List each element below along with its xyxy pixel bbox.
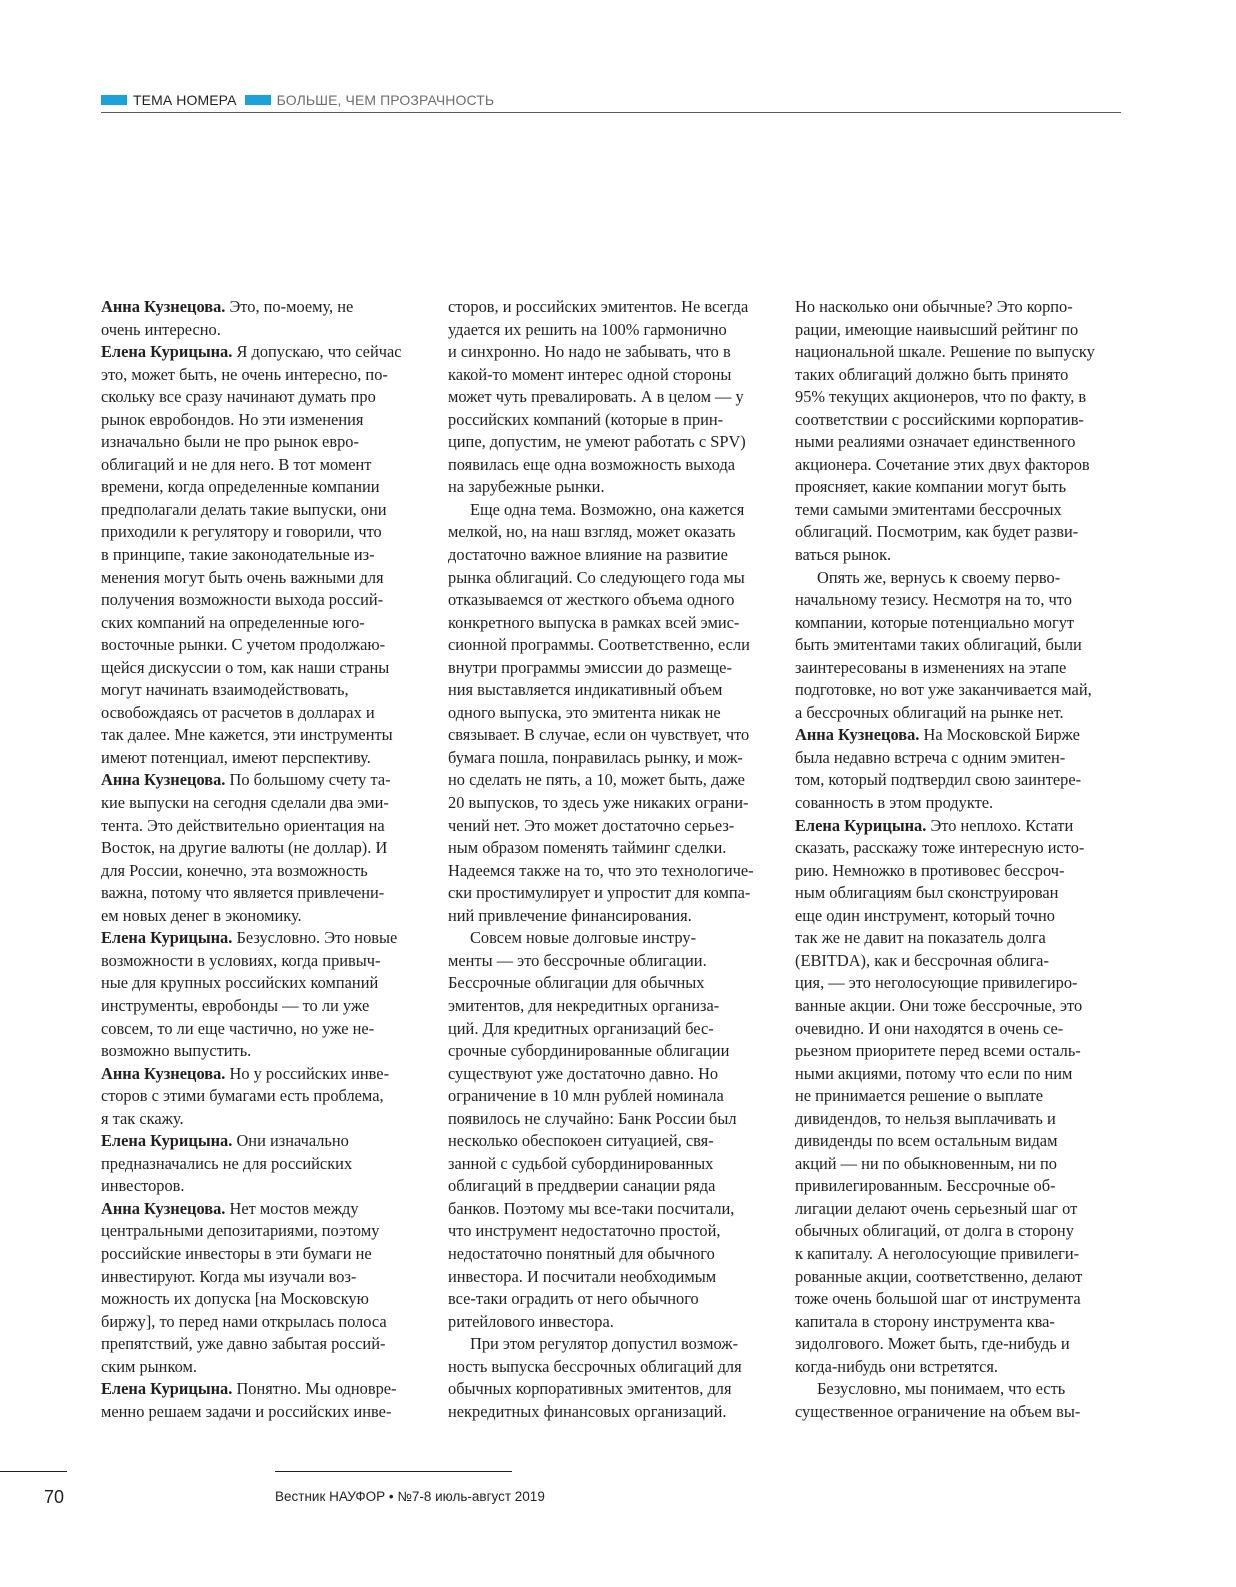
text-line: несколько обеспокоен ситуацией, свя- (448, 1131, 714, 1151)
paragraph (101, 341, 429, 769)
text-line: акционера. Сочетание этих двух факторов (795, 454, 1090, 474)
text-line: ными реалиями означает единственного (795, 432, 1076, 452)
section-marker-icon (101, 95, 127, 105)
text-line: так же не давит на показатель долга (795, 928, 1046, 948)
text-line: Восток, на другие валюты (не доллар). И (101, 838, 388, 858)
text-line: Надеемся также на то, что это технологиче- (448, 860, 754, 880)
text-line: появилось не случайно: Банк России был (448, 1108, 737, 1128)
text-line: обычных корпоративных эмитентов, для (448, 1379, 732, 1399)
paragraph (448, 499, 776, 927)
text-line: достаточно важное влияние на развитие (448, 545, 728, 565)
text-line: связывает. В случае, если он чувствует, что (448, 725, 750, 745)
speaker-name: Анна Кузнецова. (101, 1198, 226, 1218)
speaker-name: Елена Курицына. (101, 1379, 233, 1399)
text-line: отказываемся от жесткого объема одного (448, 590, 735, 610)
paragraph (795, 724, 1123, 814)
text-line: удается их решить на 100% гармонично (448, 319, 727, 339)
paragraph (101, 927, 429, 1062)
text-line: Это неплохо. Кстати (930, 815, 1074, 835)
text-line: тента. Это действительно ориентация на (101, 815, 385, 835)
text-line: ния выставляется индикативный объем (448, 680, 723, 700)
topic-label: БОЛЬШЕ, ЧЕМ ПРОЗРАЧНОСТЬ (276, 92, 495, 109)
text-line: компании, которые потенциально могут (795, 612, 1075, 632)
text-line: Опять же, вернусь к своему перво- (817, 567, 1061, 587)
speaker-name: Елена Курицына. (795, 815, 927, 835)
text-line: изначально были не про рынок евро- (101, 432, 359, 452)
text-line: облигаций и не для него. В тот момент (101, 454, 372, 474)
text-line: менения могут быть очень важными для (101, 567, 384, 587)
text-line: тоже очень большой шаг от инструмента (795, 1289, 1081, 1309)
text-line: сованность в этом продукте. (795, 793, 994, 813)
text-line: эмитентов, для некредитных организа- (448, 995, 720, 1015)
text-line: а бессрочных облигаций на рынке нет. (795, 702, 1064, 722)
text-line: все-таки оградить от него обычного (448, 1289, 699, 1309)
text-line: ность выпуска бессрочных облигаций для (448, 1356, 742, 1376)
paragraph (101, 769, 429, 927)
text-line: ванные акции. Они тоже бессрочные, это (795, 995, 1083, 1015)
paragraph (448, 1333, 776, 1423)
text-line: сказать, расскажу тоже интересную исто- (795, 838, 1085, 858)
text-line: привилегированным. Бессрочные об- (795, 1176, 1056, 1196)
text-line: сионной программы. Соответственно, если (448, 635, 750, 655)
text-line: рьезном приоритете перед всеми осталь- (795, 1041, 1081, 1061)
text-line: сторов с этими бумагами есть проблема, (101, 1086, 384, 1106)
text-line: что инструмент недостаточно простой, (448, 1221, 721, 1241)
text-line: начальному тезису. Несмотря на то, что (795, 590, 1072, 610)
text-line: таких облигаций должно быть принято (795, 364, 1069, 384)
text-line: Безусловно. Это новые (236, 928, 398, 948)
text-line: Я допускаю, что сейчас (236, 342, 402, 362)
text-line: облигаций. Посмотрим, как будет разви- (795, 522, 1079, 542)
text-line: национальной шкале. Решение по выпуску (795, 342, 1095, 362)
text-line: приходили к регулятору и говорили, что (101, 522, 382, 542)
text-line: При этом регулятор допустил возмож- (470, 1334, 739, 1354)
paragraph (795, 815, 1123, 1379)
section-label: ТЕМА НОМЕРА (133, 92, 237, 109)
text-line: ограничение в 10 млн рублей номинала (448, 1086, 724, 1106)
speaker-name: Елена Курицына. (101, 928, 233, 948)
text-line: очень интересно. (101, 319, 221, 339)
text-line: рованные акции, соответственно, делают (795, 1266, 1083, 1286)
text-line: была недавно встреча с одним эмитен- (795, 747, 1066, 767)
text-line: банков. Поэтому мы все-таки посчитали, (448, 1198, 735, 1218)
text-line: ски простимулирует и упростит для компа- (448, 883, 751, 903)
text-line: проясняет, какие компании могут быть (795, 477, 1067, 497)
text-line: ваться рынок. (795, 545, 892, 565)
text-line: облигаций в преддверии санации ряда (448, 1176, 716, 1196)
text-line: существенное ограничение на объем вы- (795, 1401, 1081, 1421)
text-line: Еще одна тема. Возможно, она кажется (470, 499, 745, 519)
text-line: я так скажу. (101, 1108, 184, 1128)
text-line: Они изначально (236, 1131, 349, 1151)
text-line: на зарубежные рынки. (448, 477, 605, 497)
text-line: инвесторов. (101, 1176, 185, 1196)
text-line: российских компаний (которые в прин- (448, 409, 724, 429)
text-line: центральными депозитариями, поэтому (101, 1221, 380, 1241)
text-line: срочные субординированные облигации (448, 1041, 730, 1061)
text-line: ные для крупных российских компаний (101, 973, 379, 993)
text-line: капитала в сторону инструмента ква- (795, 1311, 1055, 1331)
text-line: внутри программы эмиссии до размеще- (448, 657, 732, 677)
text-line: рынка облигаций. Со следующего года мы (448, 567, 745, 587)
text-line: появилась еще одна возможность выхода (448, 454, 736, 474)
journal-issue: Вестник НАУФОР • №7-8 июль-август 2019 (275, 1489, 545, 1504)
text-line: к капиталу. А неголосующие привилеги- (795, 1243, 1080, 1263)
speaker-name: Анна Кузнецова. (101, 297, 226, 316)
text-line: ских компаний на определенные юго- (101, 612, 365, 632)
speaker-name: Анна Кузнецова. (795, 725, 920, 745)
paragraph (101, 1130, 429, 1198)
text-line: Безусловно, мы понимаем, что есть (817, 1379, 1066, 1399)
paragraph (101, 296, 429, 341)
paragraph (795, 296, 1123, 567)
paragraph (448, 927, 776, 1333)
text-line: так далее. Мне кажется, эти инструменты (101, 725, 393, 745)
paragraph (101, 1198, 429, 1378)
text-line: кие выпуски на сегодня сделали два эми- (101, 793, 389, 813)
text-line: рынок евробондов. Но эти изменения (101, 409, 364, 429)
paragraph (101, 1378, 429, 1423)
text-line: Бессрочные облигации для обычных (448, 973, 705, 993)
text-line: зидолгового. Может быть, где-нибудь и (795, 1334, 1070, 1354)
text-line: препятствий, уже давно забытая россий- (101, 1334, 386, 1354)
text-line: конкретного выпуска в рамках всей эмис- (448, 612, 740, 632)
text-line: предполагали делать такие выпуски, они (101, 499, 387, 519)
paragraph (795, 567, 1123, 725)
text-line: бумага пошла, понравилась рынку, и мож- (448, 747, 743, 767)
text-line: предназначались не для российских (101, 1153, 353, 1173)
text-line: инвестора. И посчитали необходимым (448, 1266, 717, 1286)
text-line: подготовке, но вот уже заканчивается май, (795, 680, 1092, 700)
text-line: можность их допуска [на Московскую (101, 1289, 369, 1309)
text-line: щейся дискуссии о том, как наши страны (101, 657, 390, 677)
text-line: могут начинать взаимодействовать, (101, 680, 349, 700)
text-line: восточные рынки. С учетом продолжаю- (101, 635, 386, 655)
text-line: рации, имеющие наивысший рейтинг по (795, 319, 1079, 339)
text-line: По большому счету та- (229, 770, 391, 790)
footer-divider-center (275, 1471, 512, 1472)
section-header (101, 91, 1121, 113)
text-line: не принимается решение о выплате (795, 1086, 1044, 1106)
text-line: (EBITDA), как и бессрочная облига- (795, 950, 1049, 970)
topic-marker-icon (245, 95, 271, 105)
paragraph (795, 1378, 1123, 1423)
text-line: 95% текущих акционеров, что по факту, в (795, 387, 1087, 407)
text-line: еще один инструмент, который точно (795, 905, 1055, 925)
text-line: ным образом поменять тайминг сделки. (448, 838, 727, 858)
text-line: имеют потенциал, имеют перспективу. (101, 747, 371, 767)
text-line: дивиденды по всем остальным видам (795, 1131, 1058, 1151)
text-line: ций. Для кредитных организаций бес- (448, 1018, 714, 1038)
text-line: том, который подтвердил свою заинтере- (795, 770, 1082, 790)
text-line: менты — это бессрочные облигации. (448, 950, 707, 970)
footer-divider-left (0, 1471, 67, 1472)
speaker-name: Елена Курицына. (101, 1131, 233, 1151)
text-line: инструменты, евробонды — то ли уже (101, 995, 370, 1015)
text-line: Понятно. Мы одновре- (236, 1379, 397, 1399)
article-column-1 (101, 296, 429, 1423)
text-line: совсем, то ли еще частично, но уже не- (101, 1018, 375, 1038)
text-line: одного выпуска, это эмитента никак не (448, 702, 721, 722)
text-line: существуют уже достаточно давно. Но (448, 1063, 719, 1083)
text-line: но сделать не пять, а 10, может быть, даже (448, 770, 745, 790)
article-column-2 (448, 296, 776, 1423)
text-line: чений нет. Это может достаточно серьез- (448, 815, 735, 835)
text-line: Совсем новые долговые инстру- (470, 928, 697, 948)
text-line: теми самыми эмитентами бессрочных (795, 499, 1062, 519)
text-line: скольку все сразу начинают думать про (101, 387, 376, 407)
text-line: ем новых денег в экономику. (101, 905, 302, 925)
text-line: может чуть превалировать. А в целом — у (448, 387, 744, 407)
text-line: быть эмитентами таких облигаций, были (795, 635, 1082, 655)
text-line: когда-нибудь они встретятся. (795, 1356, 998, 1376)
speaker-name: Елена Курицына. (101, 342, 233, 362)
text-line: На Московской Бирже (923, 725, 1080, 745)
text-line: лигации делают очень серьезный шаг от (795, 1198, 1078, 1218)
text-line: недостаточно понятный для обычного (448, 1243, 715, 1263)
text-line: ными акциями, потому что если по ним (795, 1063, 1073, 1083)
text-line: дивидендов, то нельзя выплачивать и (795, 1108, 1056, 1128)
text-line: некредитных финансовых организаций. (448, 1401, 727, 1421)
text-line: возможно выпустить. (101, 1041, 252, 1061)
text-line: соответствии с российскими корпоратив- (795, 409, 1084, 429)
text-line: это, может быть, не очень интересно, по- (101, 364, 388, 384)
text-line: сторов, и российских эмитентов. Не всегда (448, 297, 749, 316)
speaker-name: Анна Кузнецова. (101, 1063, 226, 1083)
article-column-3 (795, 296, 1123, 1423)
header-divider (101, 112, 1121, 113)
text-line: ция, — это неголосующие привилегиро- (795, 973, 1078, 993)
text-line: мелкой, но, на наш взгляд, может оказать (448, 522, 736, 542)
text-line: ским рынком. (101, 1356, 197, 1376)
text-line: времени, когда определенные компании (101, 477, 380, 497)
text-line: получения возможности выхода россий- (101, 590, 384, 610)
text-line: обычных облигаций, от долга в сторону (795, 1221, 1074, 1241)
text-line: менно решаем задачи и российских инве- (101, 1401, 392, 1421)
text-line: очевидно. И они находятся в очень се- (795, 1018, 1064, 1038)
text-line: ным облигациям был сконструирован (795, 883, 1059, 903)
text-line: рию. Немножко в противовес бессроч- (795, 860, 1065, 880)
text-line: возможности в условиях, когда привыч- (101, 950, 381, 970)
paragraph (101, 1063, 429, 1131)
text-line: российские инвесторы в эти бумаги не (101, 1243, 372, 1263)
text-line: Нет мостов между (229, 1198, 359, 1218)
text-line: Это, по-моему, не (229, 297, 354, 316)
text-line: заинтересованы в изменениях на этапе (795, 657, 1067, 677)
text-line: Но у российских инве- (229, 1063, 390, 1083)
text-line: ципе, допустим, не умеют работать с SPV) (448, 432, 746, 452)
text-line: биржу], то перед нами открылась полоса (101, 1311, 387, 1331)
text-line: для России, конечно, эта возможность (101, 860, 368, 880)
text-line: и синхронно. Но надо не забывать, что в (448, 342, 731, 362)
text-line: ний привлечение финансирования. (448, 905, 692, 925)
text-line: ритейлового инвестора. (448, 1311, 614, 1331)
page-number: 70 (44, 1487, 65, 1507)
text-line: в принципе, такие законодательные из- (101, 545, 375, 565)
paragraph (448, 296, 776, 499)
text-line: 20 выпусков, то здесь уже никаких ограни- (448, 793, 749, 813)
text-line: акций — ни по обыкновенным, ни по (795, 1153, 1057, 1173)
text-line: инвестируют. Когда мы изучали воз- (101, 1266, 357, 1286)
text-line: освобождаясь от расчетов в долларах и (101, 702, 375, 722)
text-line: Но насколько они обычные? Это корпо- (795, 297, 1073, 316)
text-line: занной с судьбой субординированных (448, 1153, 714, 1173)
text-line: важна, потому что является привлечени- (101, 883, 385, 903)
text-line: какой-то момент интерес одной стороны (448, 364, 732, 384)
speaker-name: Анна Кузнецова. (101, 770, 226, 790)
